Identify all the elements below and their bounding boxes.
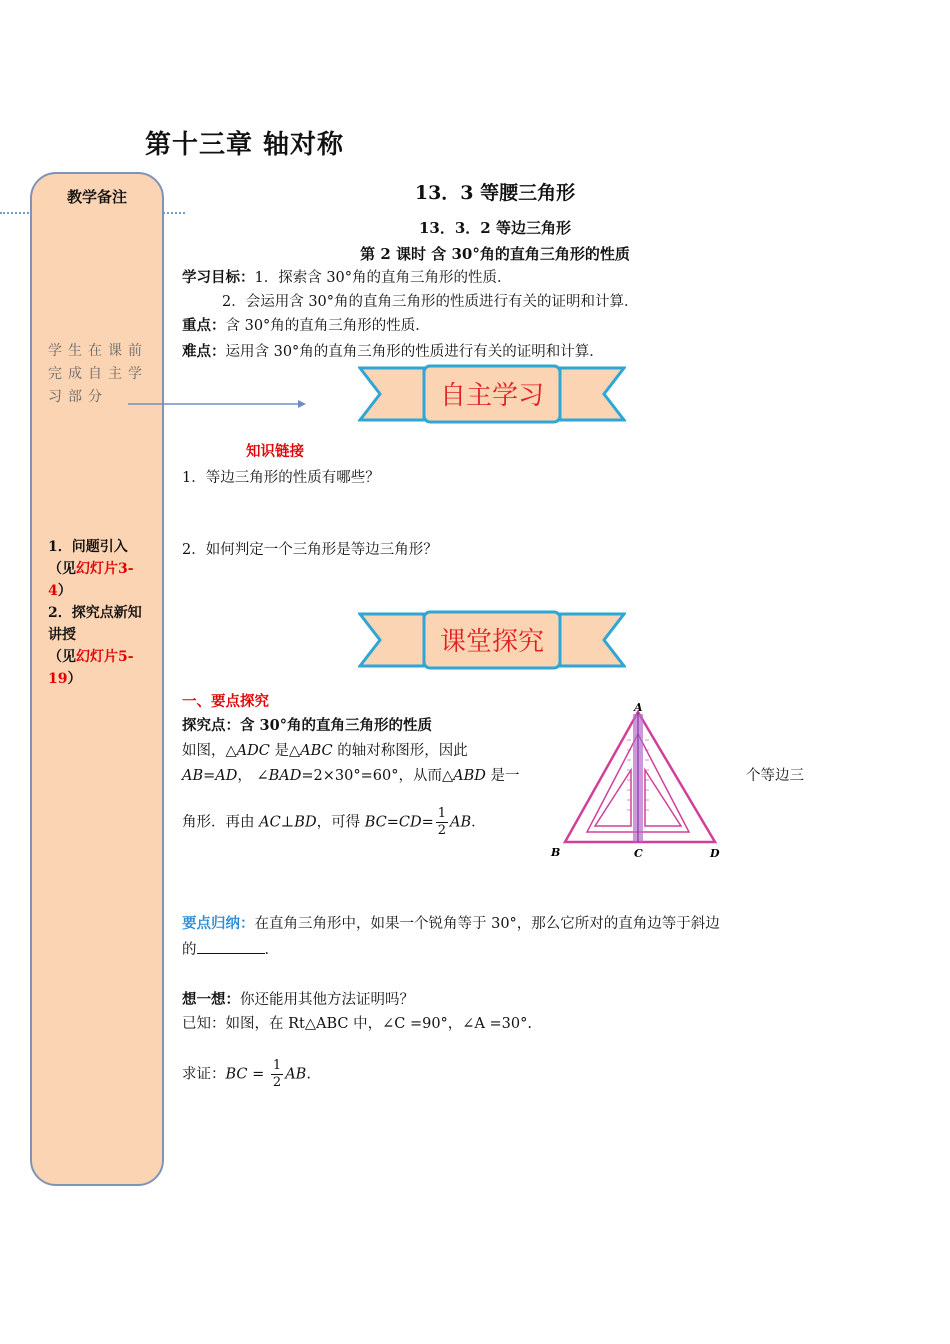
explore-para-2-tail: 个等边三 bbox=[746, 768, 804, 784]
banner-self-study-text: 自主学习 bbox=[439, 381, 545, 411]
knowledge-link-label: 知识链接 bbox=[246, 443, 304, 460]
explore-para-2: AB=AD， ∠BAD=2×30°=60°，从而△ABD 是一 bbox=[182, 768, 520, 784]
sidebar-steps bbox=[48, 536, 152, 690]
label-b: B bbox=[551, 846, 561, 859]
knowledge-question-2: 2．如何判定一个三角形是等边三角形？ bbox=[182, 542, 438, 558]
fraction-half-2: $\frac{1}{2}$ bbox=[272, 1058, 282, 1090]
think-prove: 求证：BC = $\frac{1}{2}$ AB. bbox=[182, 1058, 311, 1090]
banner-class-explore-text: 课堂探究 bbox=[439, 627, 545, 657]
objectives-line2: 2．会运用含 30°角的直角三角形的性质进行有关的证明和计算． bbox=[222, 294, 639, 310]
sidebar-title: 教学备注 bbox=[66, 188, 127, 206]
think-line: 想一想：你还能用其他方法证明吗？ bbox=[182, 991, 414, 1008]
banner-self-study bbox=[358, 360, 626, 428]
explore-para-3: 角形．再由 AC⊥BD，可得 BC=CD= $\frac{1}{2}$ AB． bbox=[182, 806, 486, 838]
banner-class-explore bbox=[358, 606, 626, 674]
explore-point-label: 探究点：含 30°角的直角三角形的性质 bbox=[182, 717, 432, 734]
summary-line2: 的 ． bbox=[182, 938, 279, 962]
arrow-icon bbox=[128, 398, 306, 410]
section-title: 13．3 等腰三角形 bbox=[414, 182, 576, 204]
label-c: C bbox=[634, 847, 643, 860]
summary-line1: 要点归纳：在直角三角形中，如果一个锐角等于 30°，那么它所对的直角边等于斜边 bbox=[182, 915, 720, 932]
chapter-title: 第十三章 轴对称 bbox=[145, 130, 345, 160]
fill-in-blank[interactable] bbox=[197, 939, 265, 954]
sidebar-note: 学生在课前完成自主学习部分 bbox=[48, 343, 148, 405]
lesson-title: 第 2 课时 含 30°角的直角三角形的性质 bbox=[360, 245, 630, 263]
difficulty: 难点：运用含 30°角的直角三角形的性质进行有关的证明和计算． bbox=[182, 343, 604, 360]
label-a: A bbox=[634, 701, 643, 714]
step1-label: 1．问题引入 bbox=[48, 539, 128, 555]
step2-label: 2．探究点新知讲授 bbox=[48, 605, 142, 643]
step2-ref: （见幻灯片5-19） bbox=[48, 649, 134, 687]
step1-ref: （见幻灯片3-4） bbox=[48, 561, 134, 599]
explore-para-1: 如图，△ADC 是△ABC 的轴对称图形，因此 bbox=[182, 743, 468, 759]
key-point: 重点：含 30°角的直角三角形的性质． bbox=[182, 317, 430, 334]
fraction-half: $\frac{1}{2}$ bbox=[437, 806, 447, 838]
label-d: D bbox=[710, 847, 720, 860]
knowledge-question-1: 1．等边三角形的性质有哪些？ bbox=[182, 470, 380, 486]
explore-heading: 一、要点探究 bbox=[182, 693, 269, 710]
section-subtitle: 13．3．2 等边三角形 bbox=[419, 219, 571, 237]
think-given: 已知：如图，在 Rt△ABC 中，∠C =90°，∠A =30°. bbox=[182, 1016, 532, 1032]
objectives-line1: 学习目标：1．探索含 30°角的直角三角形的性质． bbox=[182, 269, 512, 286]
triangle-figure bbox=[545, 700, 730, 865]
